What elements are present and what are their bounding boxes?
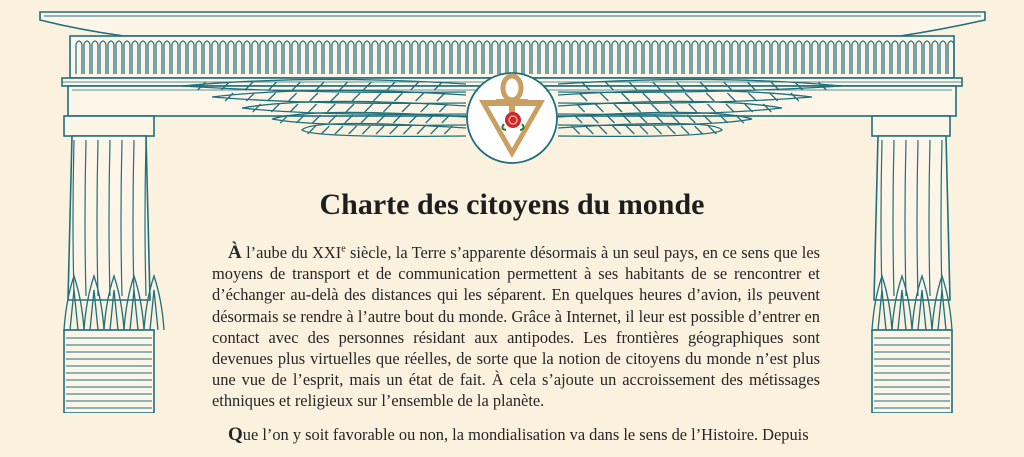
paragraph-1-text-a: l’aube du XXI (241, 243, 342, 262)
right-column (872, 116, 952, 413)
paragraph-1-text-b: siècle, la Terre s’apparente désormais à un seul pays, en ce sens que les moyens de transport et de communication permettent à ses habitants de se rencontrer et d’échanger au-delà des distances qui les séparent. En quelques heures d’avion, ils peuvent désormais se rendre à l’autre bout du monde. Grâce à Internet, il leur est possible d’entrer en contact avec des personnes résidant aux antipodes. Les frontières géographiques sont devenues plus virtuelles que réelles, de sorte que la notion de citoyens du monde n’est plus une vue de l’esprit, mais un état de fait. À cela s’ajoute un accroissement des métissages ethniques et religieux sur l’ensemble de la planète. (212, 243, 820, 411)
paragraph-1 (212, 242, 820, 412)
document-title: Charte des citoyens du monde (319, 188, 705, 221)
document-body (212, 242, 820, 457)
dropcap-q: Q (228, 423, 243, 445)
paragraph-2-text: ue l’on y soit favorable ou non, la mondialisation va dans le sens de l’Histoire. Depuis (242, 424, 809, 444)
dropcap-a: À (228, 242, 242, 263)
paragraph-2 (212, 424, 820, 445)
left-column (64, 116, 164, 413)
century-superscript: e (341, 243, 346, 255)
